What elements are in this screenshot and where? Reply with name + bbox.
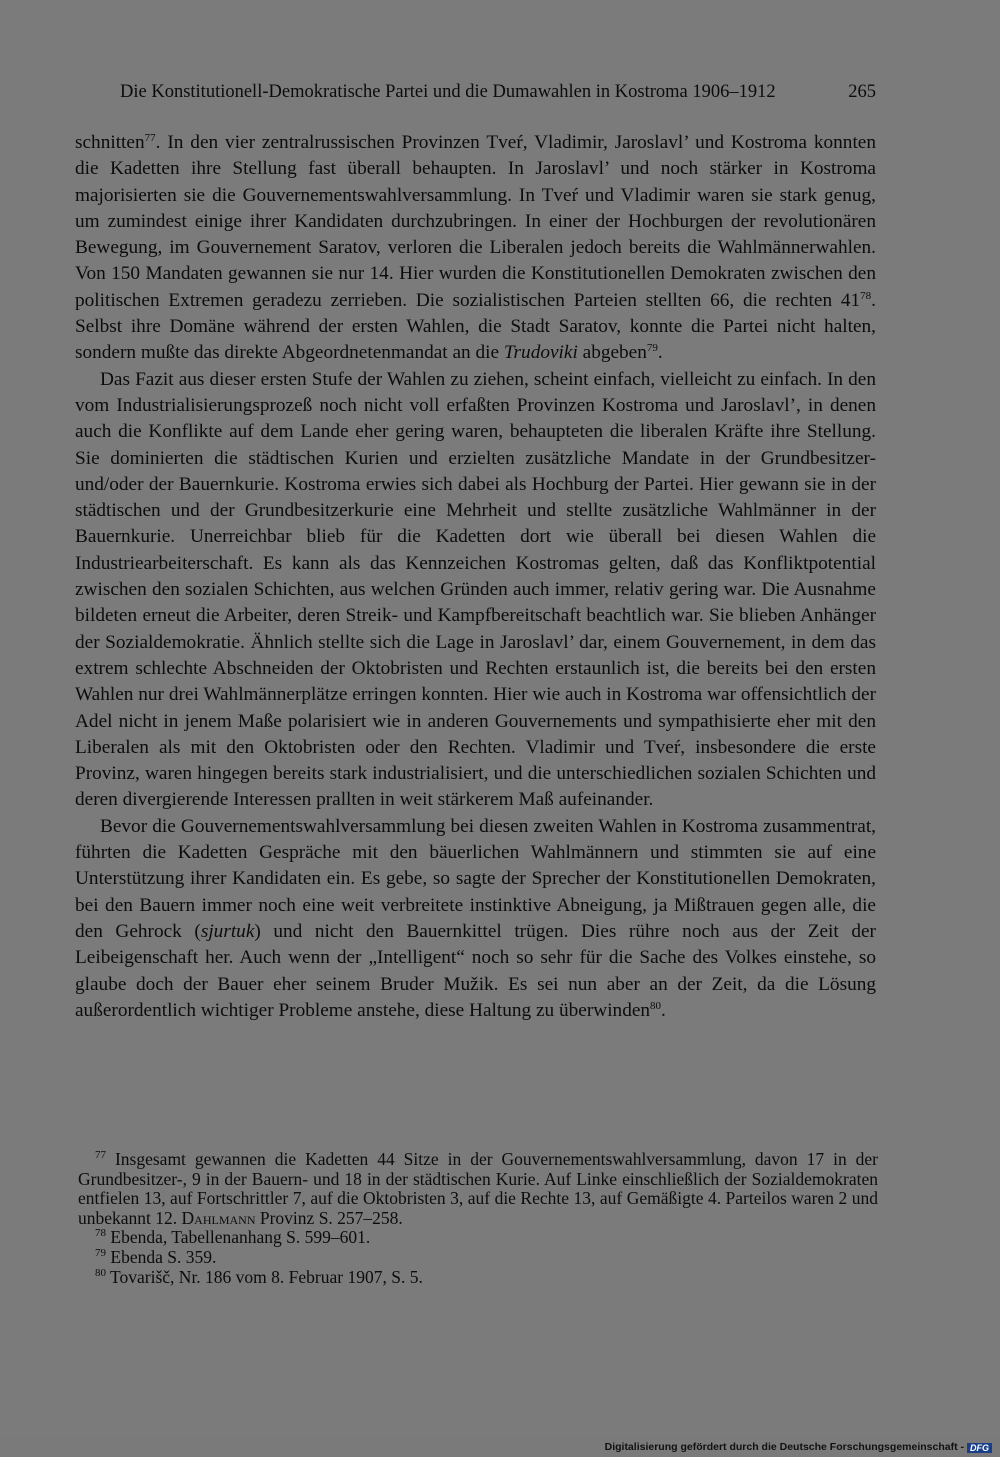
footnote-ref-78: 78 <box>860 289 872 302</box>
footnote-ref-77: 77 <box>144 132 156 144</box>
italic-term: Trudoviki <box>503 342 578 364</box>
digitization-credit <box>605 1441 992 1453</box>
footnote-77 <box>78 1150 878 1228</box>
italic-term: sjurtuk <box>200 920 255 942</box>
text-run: . Selbst ihre Domäne während der ersten Wahlen, die Stadt Saratov, konnte die Partei nicht halten, sondern mußte das direkte Abgeordnetenmandat an die <box>75 289 876 364</box>
running-title: Die Konstitutionell-Demokratische Partei und die Dumawahlen in Kostroma 1906–1912 <box>120 82 776 102</box>
text-run: schnitten <box>75 132 145 153</box>
footnote-text: Ebenda S. 359. <box>106 1246 217 1267</box>
footnotes <box>78 1150 878 1287</box>
footnote-number: 77 <box>95 1149 106 1161</box>
footnote-text: Tovarišč, Nr. 186 vom 8. Februar 1907, S. 5. <box>106 1266 423 1287</box>
paragraph-1 <box>75 130 876 367</box>
footnote-text: Insgesamt gewannen die Kadetten 44 Sitze in der Gouvernementswahlversammlung, davon 17 in der Grundbesitzer-, 9 in der Bauern- und 18 in der städtischen Kurie. Auf Linke einschließlich der Sozialdemokraten entfielen 13, auf Fortschrittler 7, auf die Oktobristen 3, auf die Rechte 13, auf Gemäßigte 4. Parteilos waren 2 und unbekannt 12. <box>78 1149 878 1228</box>
footnote-78 <box>78 1228 878 1248</box>
footnote-80 <box>78 1268 878 1288</box>
text-run: . <box>657 342 663 364</box>
footnote-number: 79 <box>95 1246 106 1259</box>
page-number: 265 <box>848 82 876 102</box>
main-text <box>75 130 876 1024</box>
dfg-logo: DFG <box>967 1443 992 1453</box>
footnote-ref-79: 79 <box>646 342 658 355</box>
footnote-number: 78 <box>95 1227 106 1240</box>
paragraph-2: Das Fazit aus dieser ersten Stufe der Wahlen zu ziehen, scheint einfach, vielleicht zu einfach. In den vom Industrialisierungsprozeß noch nicht voll erfaßten Provinzen Kostroma und Jaroslavl’, in denen auch die Konflikte auf dem Lande eher gering waren, behaupteten die liberalen Kräfte ihre Stellung. Sie dominierten die städtischen Kurien und erzielten zusätzliche Mandate in der Grundbesitzer- und/oder der Bauernkurie. Kostroma erwies sich dabei als Hochburg der Partei. Hier gewann sie in der städtischen und der Grundbesitzerkurie eine Mehrheit und stellte zusätzliche Wahlmänner in der Bauernkurie. Unerreichbar blieb für die Kadetten dort wie überall bei diesen Wahlen die Industriearbeiterschaft. Es kann als das Kennzeichen Kostromas gelten, daß das Konfliktpotential zwischen den sozialen Schichten, aus welchen Gründen auch immer, relativ gering war. Die Ausnahme bildeten erneut die Arbeiter, deren Streik- und Kampfbereitschaft beachtlich war. Sie blieben Anhänger der Sozialdemokratie. Ähnlich stellte sich die Lage in Jaroslavl’ dar, einem Gouvernement, in dem das extrem schlechte Abschneiden der Oktobristen und Rechten erstaunlich ist, die bereits bei den ersten Wahlen nur drei Wahlmännerplätze erringen konnten. Hier wie auch in Kostroma war offensichtlich der Adel nicht in jenem Maße polarisiert wie in anderen Gouvernements und sympathisierte eher mit den Liberalen als mit den Oktobristen oder den Rechten. Vladimir und Tveŕ, insbesondere die erste Provinz, waren hingegen bereits stark industrialisiert, und die unterschiedlichen sozialen Schichten und deren divergierende Interessen prallten in weit stärkerem Maß aufeinander. <box>75 368 876 811</box>
text-run: . <box>661 999 666 1021</box>
footnote-text: Ebenda, Tabellenanhang S. 599–601. <box>106 1227 371 1248</box>
footnote-ref-80: 80 <box>650 999 662 1012</box>
running-header <box>120 80 876 104</box>
footnote-text: Provinz S. 257–258. <box>255 1207 403 1228</box>
footnote-79 <box>78 1248 878 1268</box>
credit-text: Digitalisierung gefördert durch die Deutsche Forschungsgemeinschaft - <box>604 1441 964 1453</box>
text-run: abgeben <box>577 342 647 364</box>
text-run: ) und nicht den Bauernkittel trügen. Dies rühre noch aus der Zeit der Leibeigenschaft her. Auch wenn der „Intelligent“ noch so sehr für die Sache des Volkes einstehe, so glaube doch der Bauer eher seinem Bruder Mužik. Es sei nun aber an der Zeit, da die Lösung außerordentlich wichtiger Probleme anstehe, diese Haltung zu überwinden <box>75 920 876 1021</box>
text-run: . In den vier zentralrussischen Provinzen Tveŕ, Vladimir, Jaroslavl’ und Kostroma konnten die Kadetten ihre Stellung fast überall behaupten. In Jaroslavl’ und noch stärker in Kostroma majorisierten sie die Gouvernementswahlversammlung. In Tveŕ und Vladimir waren sie stark genug, um zumindest einige ihrer Kandidaten durchzubringen. In einer der Hochburgen der revolutionären Bewegung, im Gouvernement Saratov, verloren die Liberalen jedoch bereits die Wahlmännerwahlen. Von 150 Mandaten gewannen sie nur 14. Hier wurden die Konstitutionellen Demokraten zwischen den politischen Extremen geradezu zerrieben. Die sozialistischen Parteien stellten 66, die rechten 41 <box>75 132 876 311</box>
text-run: Bevor die Gouvernementswahlversammlung bei diesen zweiten Wahlen in Kostroma zusammentrat, führten die Kadetten Gespräche mit den bäuerlichen Wahlmännern und stimmten sie auf eine Unterstützung ihrer Kandidaten ein. Es gebe, so sagte der Sprecher der Konstitutionellen Demokraten, bei den Bauern immer noch eine weit verbreitete instinktive Abneigung, ja Mißtrauen gegen alle, die den Gehrock ( <box>75 815 876 942</box>
paragraph-3 <box>75 814 876 1024</box>
footnote-number: 80 <box>95 1266 106 1279</box>
author-name: Dahlmann <box>181 1207 256 1228</box>
